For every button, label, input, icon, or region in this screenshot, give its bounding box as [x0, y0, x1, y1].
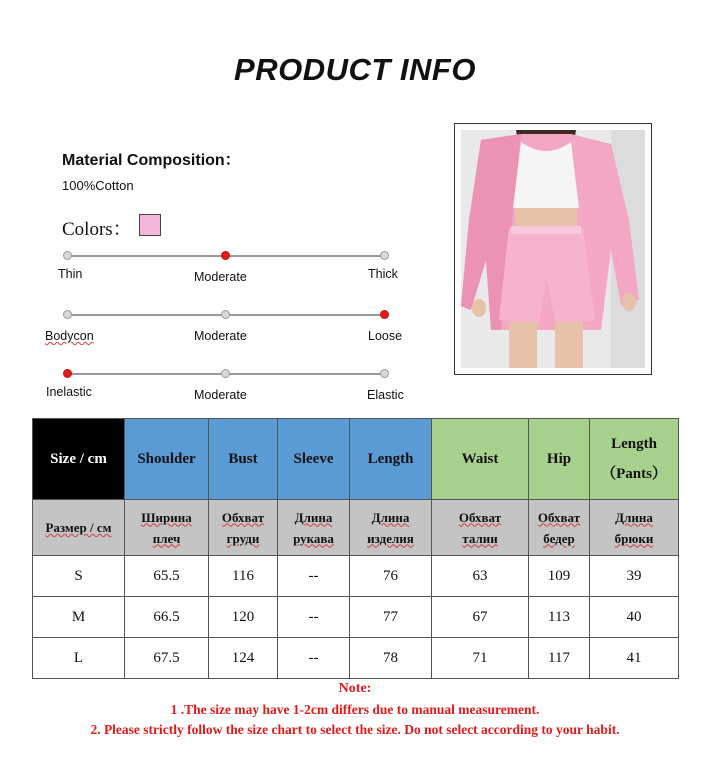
ru-pants-line1: Длина	[615, 509, 653, 525]
scale-label-right: Elastic	[367, 388, 404, 402]
cell-shoulder: 65.5	[125, 556, 209, 597]
table-row	[33, 556, 679, 597]
ru-shoulder	[125, 500, 209, 556]
cell-length: 77	[350, 597, 432, 638]
scale-label-right: Loose	[368, 329, 403, 343]
scale-dot	[221, 310, 230, 319]
fit-scale	[45, 310, 403, 350]
header-pants-length-line2: （Pants）	[601, 466, 667, 482]
header-sleeve: Sleeve	[278, 419, 350, 500]
ru-pants-line2: брюки	[614, 530, 654, 546]
ru-size	[33, 500, 125, 556]
ru-hip	[529, 500, 590, 556]
scale-label-left: Inelastic	[46, 385, 92, 399]
scale-label-middle: Moderate	[194, 270, 247, 284]
material-value: 100%Cotton	[62, 178, 134, 193]
cell-pants-length: 40	[590, 597, 679, 638]
ru-bust-line1: Обхват	[221, 509, 265, 525]
cell-bust: 124	[209, 638, 278, 679]
scale-dot	[221, 369, 230, 378]
cell-hip: 109	[529, 556, 590, 597]
header-bust: Bust	[209, 419, 278, 500]
model-illustration	[461, 130, 645, 368]
ru-sleeve-line2: рукава	[293, 530, 334, 546]
cell-hip: 113	[529, 597, 590, 638]
header-pants-length	[590, 419, 679, 500]
scale-dot	[63, 310, 72, 319]
scale-dot	[380, 310, 389, 319]
note-line-1: 1 .The size may have 1-2cm differs due to manual measurement.	[170, 702, 540, 717]
scale-dot	[221, 251, 230, 260]
ru-shoulder-line1: Ширина	[141, 509, 192, 525]
cell-pants-length: 39	[590, 556, 679, 597]
ru-waist	[432, 500, 529, 556]
cell-shoulder: 66.5	[125, 597, 209, 638]
ru-hip-line2: бедер	[543, 530, 575, 546]
header-size: Size / cm	[33, 419, 125, 500]
cell-size: L	[33, 638, 125, 679]
scale-dot	[63, 369, 72, 378]
ru-sleeve	[278, 500, 350, 556]
cell-bust: 116	[209, 556, 278, 597]
header-pants-length-line1: Length	[611, 436, 657, 452]
cell-hip: 117	[529, 638, 590, 679]
ru-bust	[209, 500, 278, 556]
page-title: PRODUCT INFO	[234, 52, 476, 87]
cell-length: 78	[350, 638, 432, 679]
cell-size: M	[33, 597, 125, 638]
scale-label-left: Bodycon	[45, 329, 94, 343]
ru-waist-line1: Обхват	[458, 509, 502, 525]
ru-hip-line1: Обхват	[537, 509, 581, 525]
ru-shoulder-line2: плеч	[152, 530, 181, 546]
ru-length-line2: изделия	[367, 530, 414, 546]
ru-size-text: Размер / см	[45, 520, 112, 535]
cell-bust: 120	[209, 597, 278, 638]
scale-dot	[380, 369, 389, 378]
material-label: Material Composition：	[62, 152, 241, 169]
product-photo	[454, 123, 652, 375]
ru-length-line1: Длина	[371, 509, 410, 525]
ru-waist-line2: талии	[462, 530, 498, 546]
ru-pants	[590, 500, 679, 556]
color-swatch-pink	[139, 214, 161, 236]
note-title: Note:	[338, 681, 372, 696]
header-waist: Waist	[432, 419, 529, 500]
cell-sleeve: --	[278, 556, 350, 597]
scale-label-middle: Moderate	[194, 388, 247, 402]
header-length: Length	[350, 419, 432, 500]
header-row	[33, 419, 679, 500]
ru-sleeve-line1: Длина	[294, 509, 333, 525]
scale-label-left: Thin	[58, 267, 83, 281]
scale-dot	[63, 251, 72, 260]
cell-waist: 71	[432, 638, 529, 679]
cell-sleeve: --	[278, 597, 350, 638]
table-row	[33, 597, 679, 638]
scale-label-right: Thick	[368, 267, 398, 281]
ru-length	[350, 500, 432, 556]
cell-waist: 63	[432, 556, 529, 597]
russian-header-row	[33, 500, 679, 556]
cell-pants-length: 41	[590, 638, 679, 679]
cell-sleeve: --	[278, 638, 350, 679]
table-row	[33, 638, 679, 679]
note-line-2: 2. Please strictly follow the size chart to select the size. Do not select according to your habit.	[90, 722, 620, 737]
cell-waist: 67	[432, 597, 529, 638]
cell-shoulder: 67.5	[125, 638, 209, 679]
colors-label: Colors：	[62, 219, 132, 240]
thickness-scale	[60, 251, 400, 291]
scale-dot	[380, 251, 389, 260]
cell-length: 76	[350, 556, 432, 597]
elasticity-scale	[46, 369, 404, 409]
size-chart-table	[32, 418, 679, 679]
scale-label-middle: Moderate	[194, 329, 247, 343]
header-hip: Hip	[529, 419, 590, 500]
header-shoulder: Shoulder	[125, 419, 209, 500]
ru-bust-line2: груди	[226, 530, 260, 546]
cell-size: S	[33, 556, 125, 597]
